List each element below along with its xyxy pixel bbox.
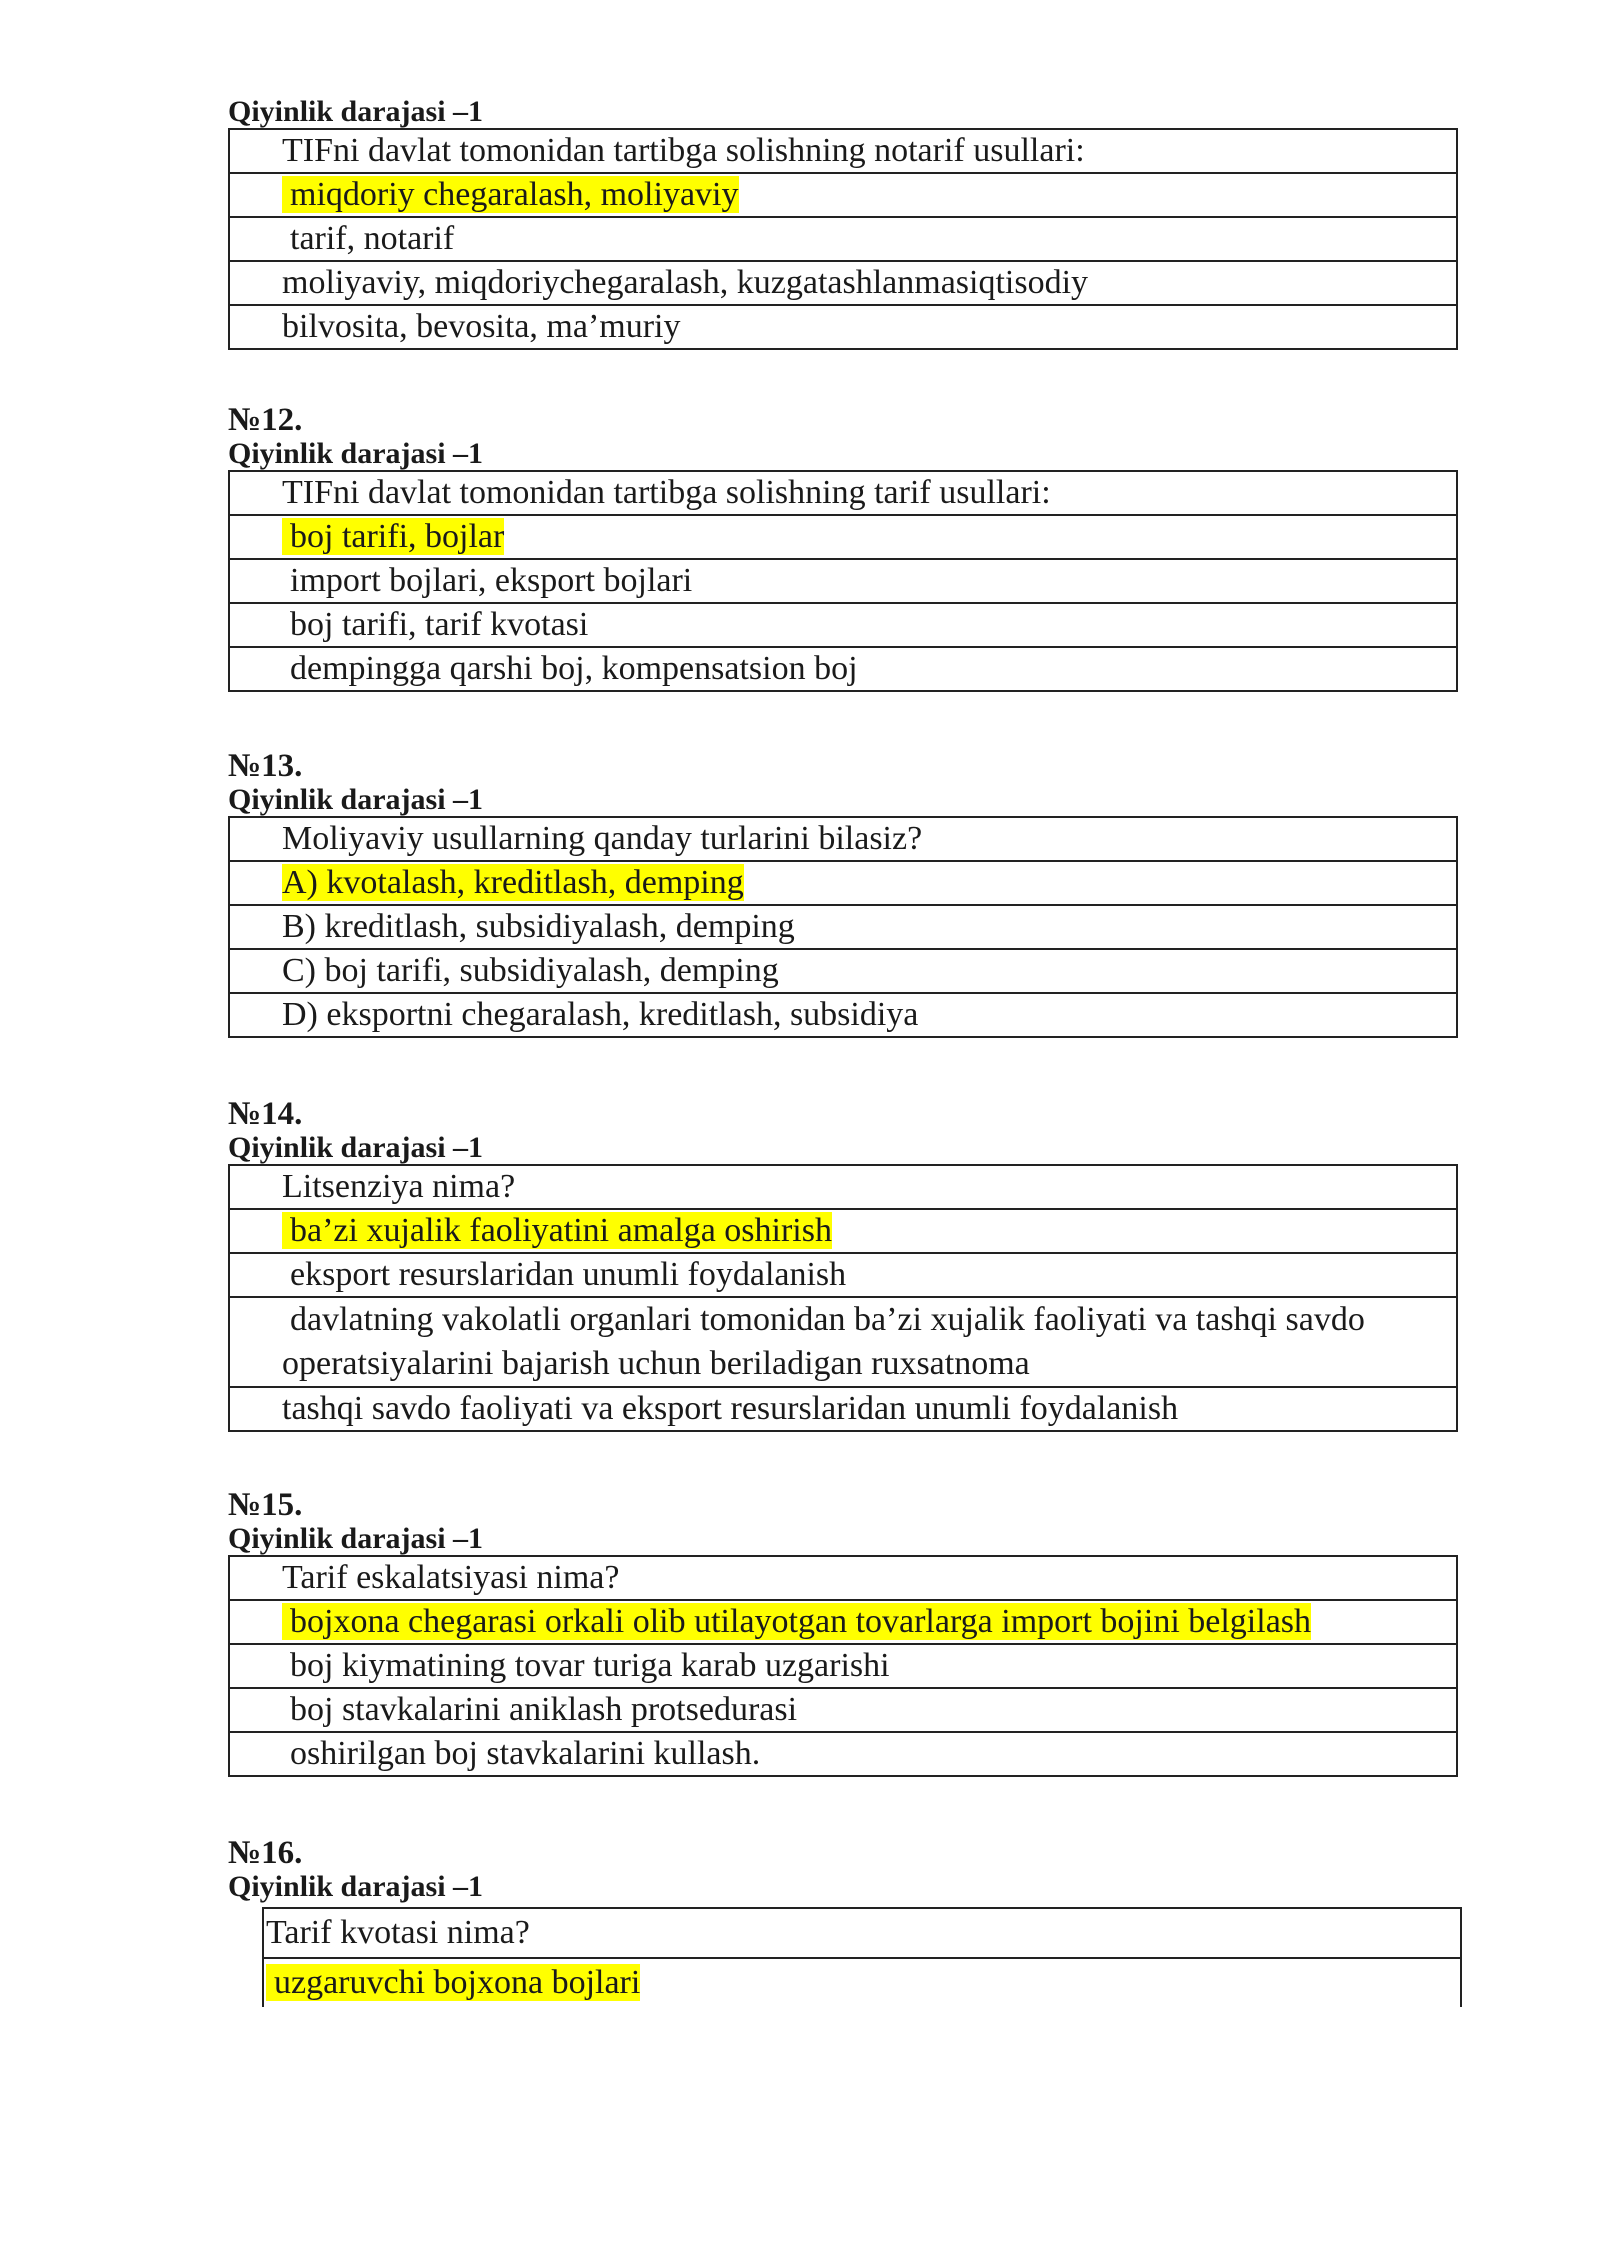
question-number: №15. [228, 1487, 303, 1523]
question-number: №12. [228, 402, 303, 438]
question-table [262, 1907, 1462, 2007]
question-table [228, 1164, 1458, 1432]
correct-answer-highlight: boj tarifi, bojlar [282, 518, 504, 555]
question-14 [228, 1096, 1458, 1432]
question-15 [228, 1487, 1458, 1777]
question-16 [262, 1907, 1462, 2007]
answer-option [229, 173, 1457, 217]
question-11 [228, 96, 1458, 350]
question-stem: Litsenziya nima? [229, 1165, 1457, 1209]
question-12 [228, 402, 1458, 692]
question-13 [228, 748, 1458, 1038]
answer-option [229, 1600, 1457, 1644]
question-16-header [228, 1835, 1458, 1903]
answer-option [229, 861, 1457, 905]
answer-option: boj stavkalarini aniklash protsedurasi [229, 1688, 1457, 1732]
difficulty-level: Qiyinlik darajasi –1 [228, 1870, 484, 1903]
difficulty-level: Qiyinlik darajasi –1 [228, 1131, 484, 1164]
question-table [228, 470, 1458, 692]
answer-option [229, 515, 1457, 559]
question-stem: Tarif kvotasi nima? [263, 1908, 1461, 1958]
answer-option: davlatning vakolatli organlari tomonidan ba’zi xujalik faoliyati va tashqi savdo operatsiyalarini bajarish uchun beriladigan ruxsatnoma [229, 1297, 1457, 1387]
answer-option: C) boj tarifi, subsidiyalash, demping [229, 949, 1457, 993]
answer-option: tashqi savdo faoliyati va eksport resurslaridan unumli foydalanish [229, 1387, 1457, 1431]
correct-answer-highlight: bojxona chegarasi orkali olib utilayotgan tovarlarga import bojini belgilash [282, 1603, 1311, 1640]
correct-answer-highlight: uzgaruvchi bojxona bojlari [266, 1964, 640, 2001]
question-table [228, 1555, 1458, 1777]
question-stem: TIFni davlat tomonidan tartibga solishning tarif usullari: [229, 471, 1457, 515]
answer-option: boj kiymatining tovar turiga karab uzgarishi [229, 1644, 1457, 1688]
correct-answer-highlight: ba’zi xujalik faoliyatini amalga oshirish [282, 1212, 832, 1249]
difficulty-level: Qiyinlik darajasi –1 [228, 783, 484, 816]
question-table [228, 816, 1458, 1038]
answer-option: moliyaviy, miqdoriychegaralash, kuzgatashlanmasiqtisodiy [229, 261, 1457, 305]
difficulty-level: Qiyinlik darajasi –1 [228, 95, 484, 128]
correct-answer-highlight: A) kvotalash, kreditlash, demping [282, 864, 744, 901]
answer-option: dempingga qarshi boj, kompensatsion boj [229, 647, 1457, 691]
question-table [228, 128, 1458, 350]
answer-option: tarif, notarif [229, 217, 1457, 261]
answer-option: import bojlari, eksport bojlari [229, 559, 1457, 603]
answer-option: D) eksportni chegaralash, kreditlash, subsidiya [229, 993, 1457, 1037]
difficulty-level: Qiyinlik darajasi –1 [228, 437, 484, 470]
question-stem: Tarif eskalatsiyasi nima? [229, 1556, 1457, 1600]
question-stem: TIFni davlat tomonidan tartibga solishning notarif usullari: [229, 129, 1457, 173]
question-stem: Moliyaviy usullarning qanday turlarini bilasiz? [229, 817, 1457, 861]
question-number: №16. [228, 1835, 303, 1871]
question-number: №13. [228, 748, 303, 784]
answer-option: B) kreditlash, subsidiyalash, demping [229, 905, 1457, 949]
question-number: №14. [228, 1096, 303, 1132]
correct-answer-highlight: miqdoriy chegaralash, moliyaviy [282, 176, 739, 213]
answer-option: eksport resurslaridan unumli foydalanish [229, 1253, 1457, 1297]
answer-option: bilvosita, bevosita, ma’muriy [229, 305, 1457, 349]
answer-option: boj tarifi, tarif kvotasi [229, 603, 1457, 647]
answer-option [263, 1958, 1461, 2007]
answer-option: oshirilgan boj stavkalarini kullash. [229, 1732, 1457, 1776]
difficulty-level: Qiyinlik darajasi –1 [228, 1522, 484, 1555]
answer-option [229, 1209, 1457, 1253]
